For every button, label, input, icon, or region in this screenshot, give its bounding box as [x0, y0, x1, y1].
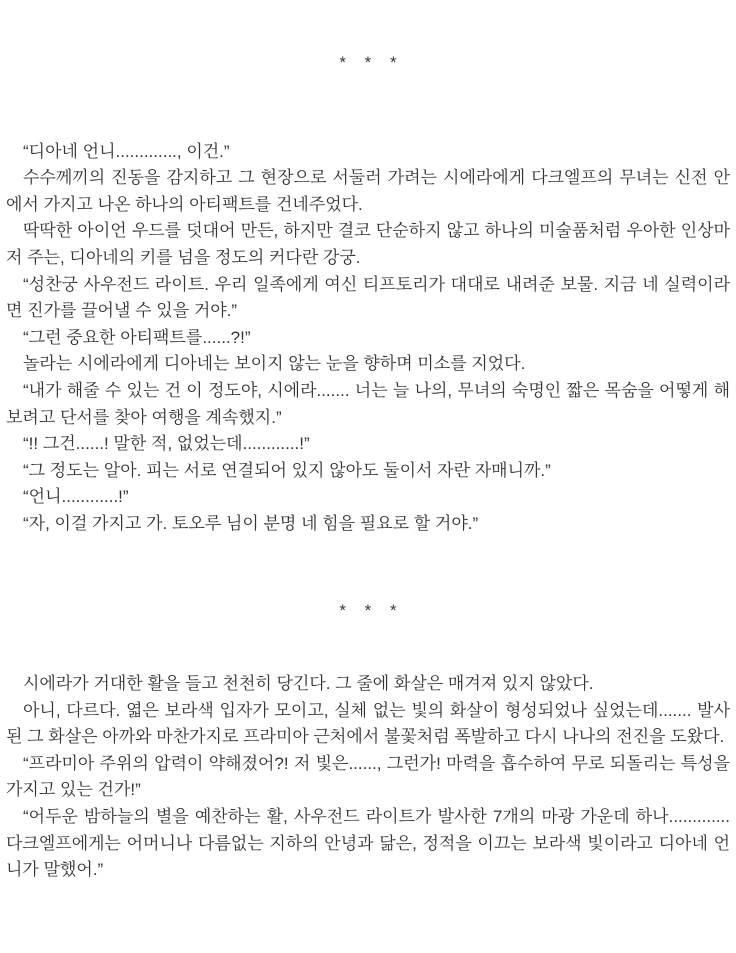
paragraph: 아니, 다르다. 엷은 보라색 입자가 모이고, 실체 없는 빛의 화살이 형성되었나 싶었는데....... 발사된 그 화살은 아까와 마찬가지로 프라미아 근처에서 불꽃처럼 폭발하고 다시 나나의 전진을 도왔다. [6, 700, 730, 747]
paragraph: “그 정도는 알아. 피는 서로 연결되어 있지 않아도 둘이서 자란 자매니까.” [23, 460, 551, 480]
scene-section-1 [6, 139, 730, 538]
scene-break-separator: * * * [339, 53, 404, 72]
paragraph: 놀라는 시에라에게 디아네는 보이지 않는 눈을 향하며 미소를 지었다. [23, 354, 526, 374]
paragraph: “프라미아 주위의 압력이 약해졌어?! 저 빛은......, 그런가! 마력을 흡수하여 무로 되돌리는 특성을 가지고 있는 건가!” [6, 753, 730, 800]
paragraph: “자, 이걸 가지고 가. 토오루 님이 분명 네 힘을 필요로 할 거야.” [23, 513, 479, 533]
paragraph: 시에라가 거대한 활을 들고 천천히 당긴다. 그 줄에 화살은 매겨져 있지 않았다. [23, 674, 594, 694]
paragraph: 수수께끼의 진동을 감지하고 그 현장으로 서둘러 가려는 시에라에게 다크엘프의 무녀는 신전 안에서 가지고 나온 하나의 아티팩트를 건네주었다. [6, 168, 730, 214]
scene-section-2 [6, 671, 730, 884]
paragraph: “내가 해줄 수 있는 건 이 정도야, 시에라....... 너는 늘 나의, 무녀의 숙명인 짧은 목숨을 어떻게 해보려고 단서를 찾아 여행을 계속했지.” [6, 380, 730, 427]
paragraph: “언니............!” [23, 487, 129, 507]
paragraph: 딱딱한 아이언 우드를 덧대어 만든, 하지만 결코 단순하지 않고 하나의 미술품처럼 우아한 인상마저 주는, 디아네의 키를 넘을 정도의 커다란 강궁. [6, 221, 730, 267]
paragraph: “어두운 밤하늘의 별을 예찬하는 활, 사우전드 라이트가 발사한 7개의 마광 가운데 하나............. 다크엘프에게는 어머니나 다름없는 지하의 안녕과 닮은, 정적을 이끄는 보라색 빛이라고 디아네 언니가 말했어.” [6, 807, 730, 880]
paragraph: “!! 그건......! 말한 적, 없었는데............!” [23, 434, 310, 454]
paragraph: “그런 중요한 아티팩트를......?!” [23, 327, 251, 347]
paragraph: “성찬궁 사우전드 라이트. 우리 일족에게 여신 티프토리가 대대로 내려준 보물. 지금 네 실력이라면 진가를 끌어낼 수 있을 거야.” [6, 274, 730, 321]
scene-break-separator: * * * [339, 600, 404, 620]
paragraph: “디아네 언니............., 이건.” [23, 141, 230, 161]
